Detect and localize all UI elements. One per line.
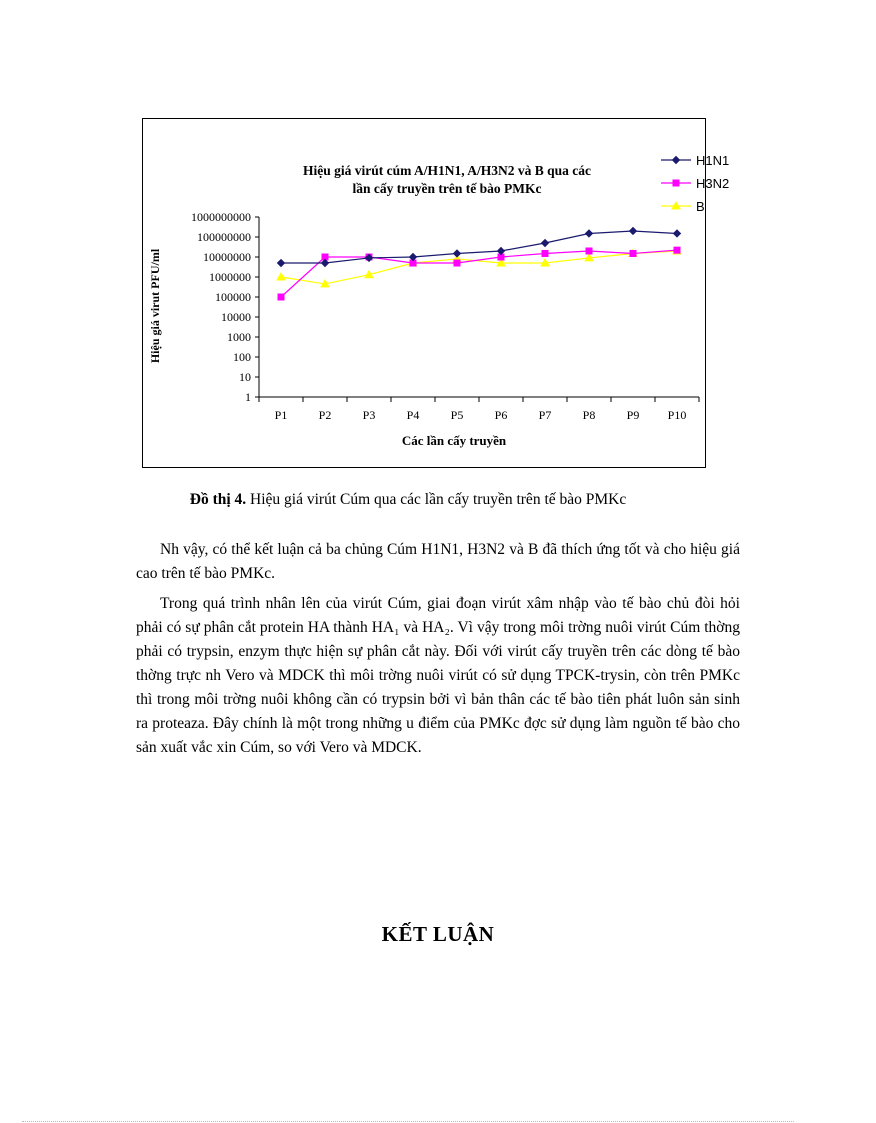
legend-marker-h1n1: [673, 157, 680, 164]
data-point-h1n1: [498, 247, 505, 254]
chart-legend: [661, 153, 729, 214]
chart-axes: [191, 210, 699, 422]
data-point-h1n1: [454, 250, 461, 257]
x-tick-label: P5: [450, 408, 464, 422]
chart-series: [277, 227, 681, 300]
y-tick-label: 100: [233, 350, 251, 364]
data-point-b: [277, 273, 285, 280]
chart: [143, 119, 730, 467]
figure-caption: [0, 491, 816, 509]
legend-marker-h3n2: [673, 180, 679, 186]
chart-y-axis-label: Hiệu giá virut PFU/ml: [148, 248, 162, 364]
page-bottom-divider: [22, 1121, 794, 1122]
paragraph-2: [136, 592, 740, 760]
x-tick-label: P6: [494, 408, 508, 422]
series-line-h1n1: [281, 231, 677, 263]
data-point-h1n1: [542, 240, 549, 247]
y-tick-label: 1000000000: [191, 210, 251, 224]
series-line-b: [281, 251, 677, 284]
chart-x-axis-label: Các lần cấy truyền: [401, 433, 507, 448]
y-tick-label: 1: [245, 390, 251, 404]
y-tick-label: 10000: [221, 310, 251, 324]
legend-label-b: B: [696, 199, 705, 214]
y-tick-label: 1000000: [209, 270, 251, 284]
data-point-h1n1: [410, 254, 417, 261]
section-heading: KẾT LUẬN: [381, 922, 495, 946]
data-point-h1n1: [278, 260, 285, 267]
figure-caption-text: Hiệu giá virút Cúm qua các lần cấy truyền trên tế bào PMKc: [246, 491, 627, 508]
data-point-h3n2: [630, 250, 636, 256]
data-point-h1n1: [630, 227, 637, 234]
paragraph-1: [136, 538, 740, 586]
chart-title-line2: lần cấy truyền trên tế bào PMKc: [352, 181, 542, 196]
x-tick-label: P2: [318, 408, 332, 422]
x-tick-label: P7: [538, 408, 552, 422]
data-point-h3n2: [674, 247, 680, 253]
series-line-h3n2: [281, 250, 677, 297]
x-tick-label: P8: [582, 408, 596, 422]
legend-label-h3n2: H3N2: [696, 176, 730, 191]
data-point-h1n1: [586, 230, 593, 237]
data-point-h1n1: [322, 260, 329, 267]
data-point-h3n2: [454, 260, 460, 266]
x-tick-label: P3: [362, 408, 376, 422]
x-tick-label: P9: [626, 408, 640, 422]
y-tick-label: 10: [239, 370, 251, 384]
y-tick-label: 1000: [227, 330, 251, 344]
data-point-h1n1: [674, 230, 681, 237]
data-point-h3n2: [278, 294, 284, 300]
chart-frame: [142, 118, 730, 468]
legend-label-h1n1: H1N1: [696, 153, 730, 168]
y-tick-label: 100000: [215, 290, 251, 304]
paragraph-2-text: Trong quá trình nhân lên của virút Cúm, giai đoạn virút xâm nhập vào tế bào chủ đòi hỏi phải có sự phân cắt protein HA thành HA₁ và HA₂. Vì vậy trong môi trờng nuôi virút Cúm thờng phải có trypsin, enzym thực hiện sự phân cắt này. Đối với virút cấy truyền trên các dòng tế bào thờng trực nh Vero và MDCK thì môi trờng nuôi virút có sử dụng TPCK-trysin, còn trên PMKc thì trong môi trờng nuôi không cần có trypsin bởi vì bản thân các tế bào tiên phát luôn sản sinh ra proteaza. Đây chính là một trong những u điểm của PMKc đợc sử dụng làm nguồn tế bào cho sản xuất vắc xin Cúm, so với Vero và MDCK.: [136, 595, 740, 756]
figure-caption-label: Đồ thị 4.: [189, 491, 247, 508]
data-point-h3n2: [586, 248, 592, 254]
paragraph-1-text: Nh vậy, có thể kết luận cả ba chủng Cúm H1N1, H3N2 và B đã thích ứng tốt và cho hiệu giá cao trên tế bào PMKc.: [136, 541, 740, 582]
x-tick-label: P10: [667, 408, 687, 422]
y-tick-label: 100000000: [197, 230, 251, 244]
data-point-h3n2: [542, 250, 548, 256]
y-tick-label: 10000000: [203, 250, 251, 264]
x-tick-label: P1: [274, 408, 288, 422]
x-tick-label: P4: [406, 408, 420, 422]
chart-title-line1: Hiệu giá virút cúm A/H1N1, A/H3N2 và B qua các: [302, 163, 592, 178]
